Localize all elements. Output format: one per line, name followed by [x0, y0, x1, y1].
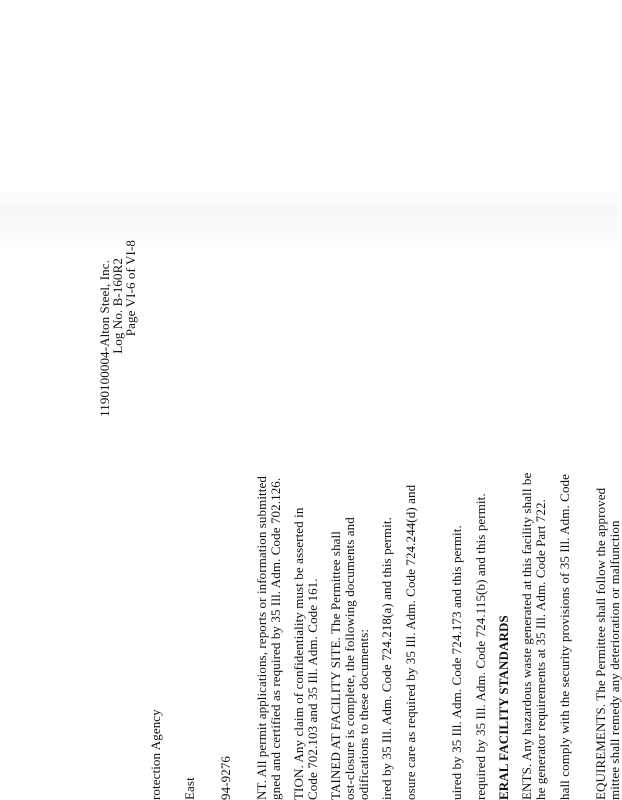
- rotated-document-page: [0, 240, 622, 800]
- list-item-closure-plan: ired by 35 Ill. Adm. Code 724.218(a) and this permit.: [379, 517, 394, 800]
- page-edge-shadow: [0, 188, 618, 248]
- list-item-operating-record: uired by 35 Ill. Adm. Code 724.173 and this permit.: [449, 525, 464, 800]
- paragraph-generator-line1: ENTS. Any hazardous waste generated at this facility shall be: [519, 472, 534, 800]
- scan-margin: [0, 0, 618, 190]
- section-heading-facility-standards: ERAL FACILITY STANDARDS: [496, 615, 511, 800]
- paragraph-inspection-line2: mittee shall remedy any deterioration or malfunction: [607, 520, 622, 800]
- address-east: East: [182, 777, 197, 800]
- paragraph-generator-line2: he generator requirements at 35 Ill. Adm. Code Part 722.: [533, 499, 548, 800]
- paragraph-confidential-line2: Code 702.103 and 35 Ill. Adm. Code 161.: [305, 578, 320, 800]
- paragraph-documents-line1: TAINED AT FACILITY SITE. The Permittee shall: [328, 531, 343, 800]
- paragraph-security: hall comply with the security provisions of 35 Ill. Adm. Code: [557, 473, 572, 800]
- header-log-number: Log No. B-160R2: [110, 258, 125, 354]
- paragraph-signatory-line2: gned and certified as required by 35 Ill. Adm. Code 702.126.: [268, 477, 283, 800]
- header-page-number: Page VI-6 of VI-8: [123, 240, 138, 337]
- list-item-inspection: required by 35 Ill. Adm. Code 724.115(b) and this permit.: [473, 493, 488, 800]
- phone-number: 94-9276: [218, 755, 233, 800]
- paragraph-signatory-line1: NT. All permit applications, reports or information submitted: [254, 476, 269, 800]
- agency-text: rotection Agency: [148, 709, 163, 800]
- paragraph-documents-line3: odifications to these documents:: [356, 628, 371, 800]
- paragraph-confidential-line1: TION. Any claim of confidentiality must be asserted in: [291, 507, 306, 800]
- list-item-post-closure-care: osure care as required by 35 Ill. Adm. Code 724.244(d) and: [403, 484, 418, 800]
- header-permit-id: 1190100004-Alton Steel, Inc.: [97, 260, 112, 417]
- paragraph-inspection-line1: EQUIREMENTS. The Permittee shall follow the approved: [593, 487, 608, 800]
- paragraph-documents-line2: ost-closure is complete, the following documents and: [342, 517, 357, 800]
